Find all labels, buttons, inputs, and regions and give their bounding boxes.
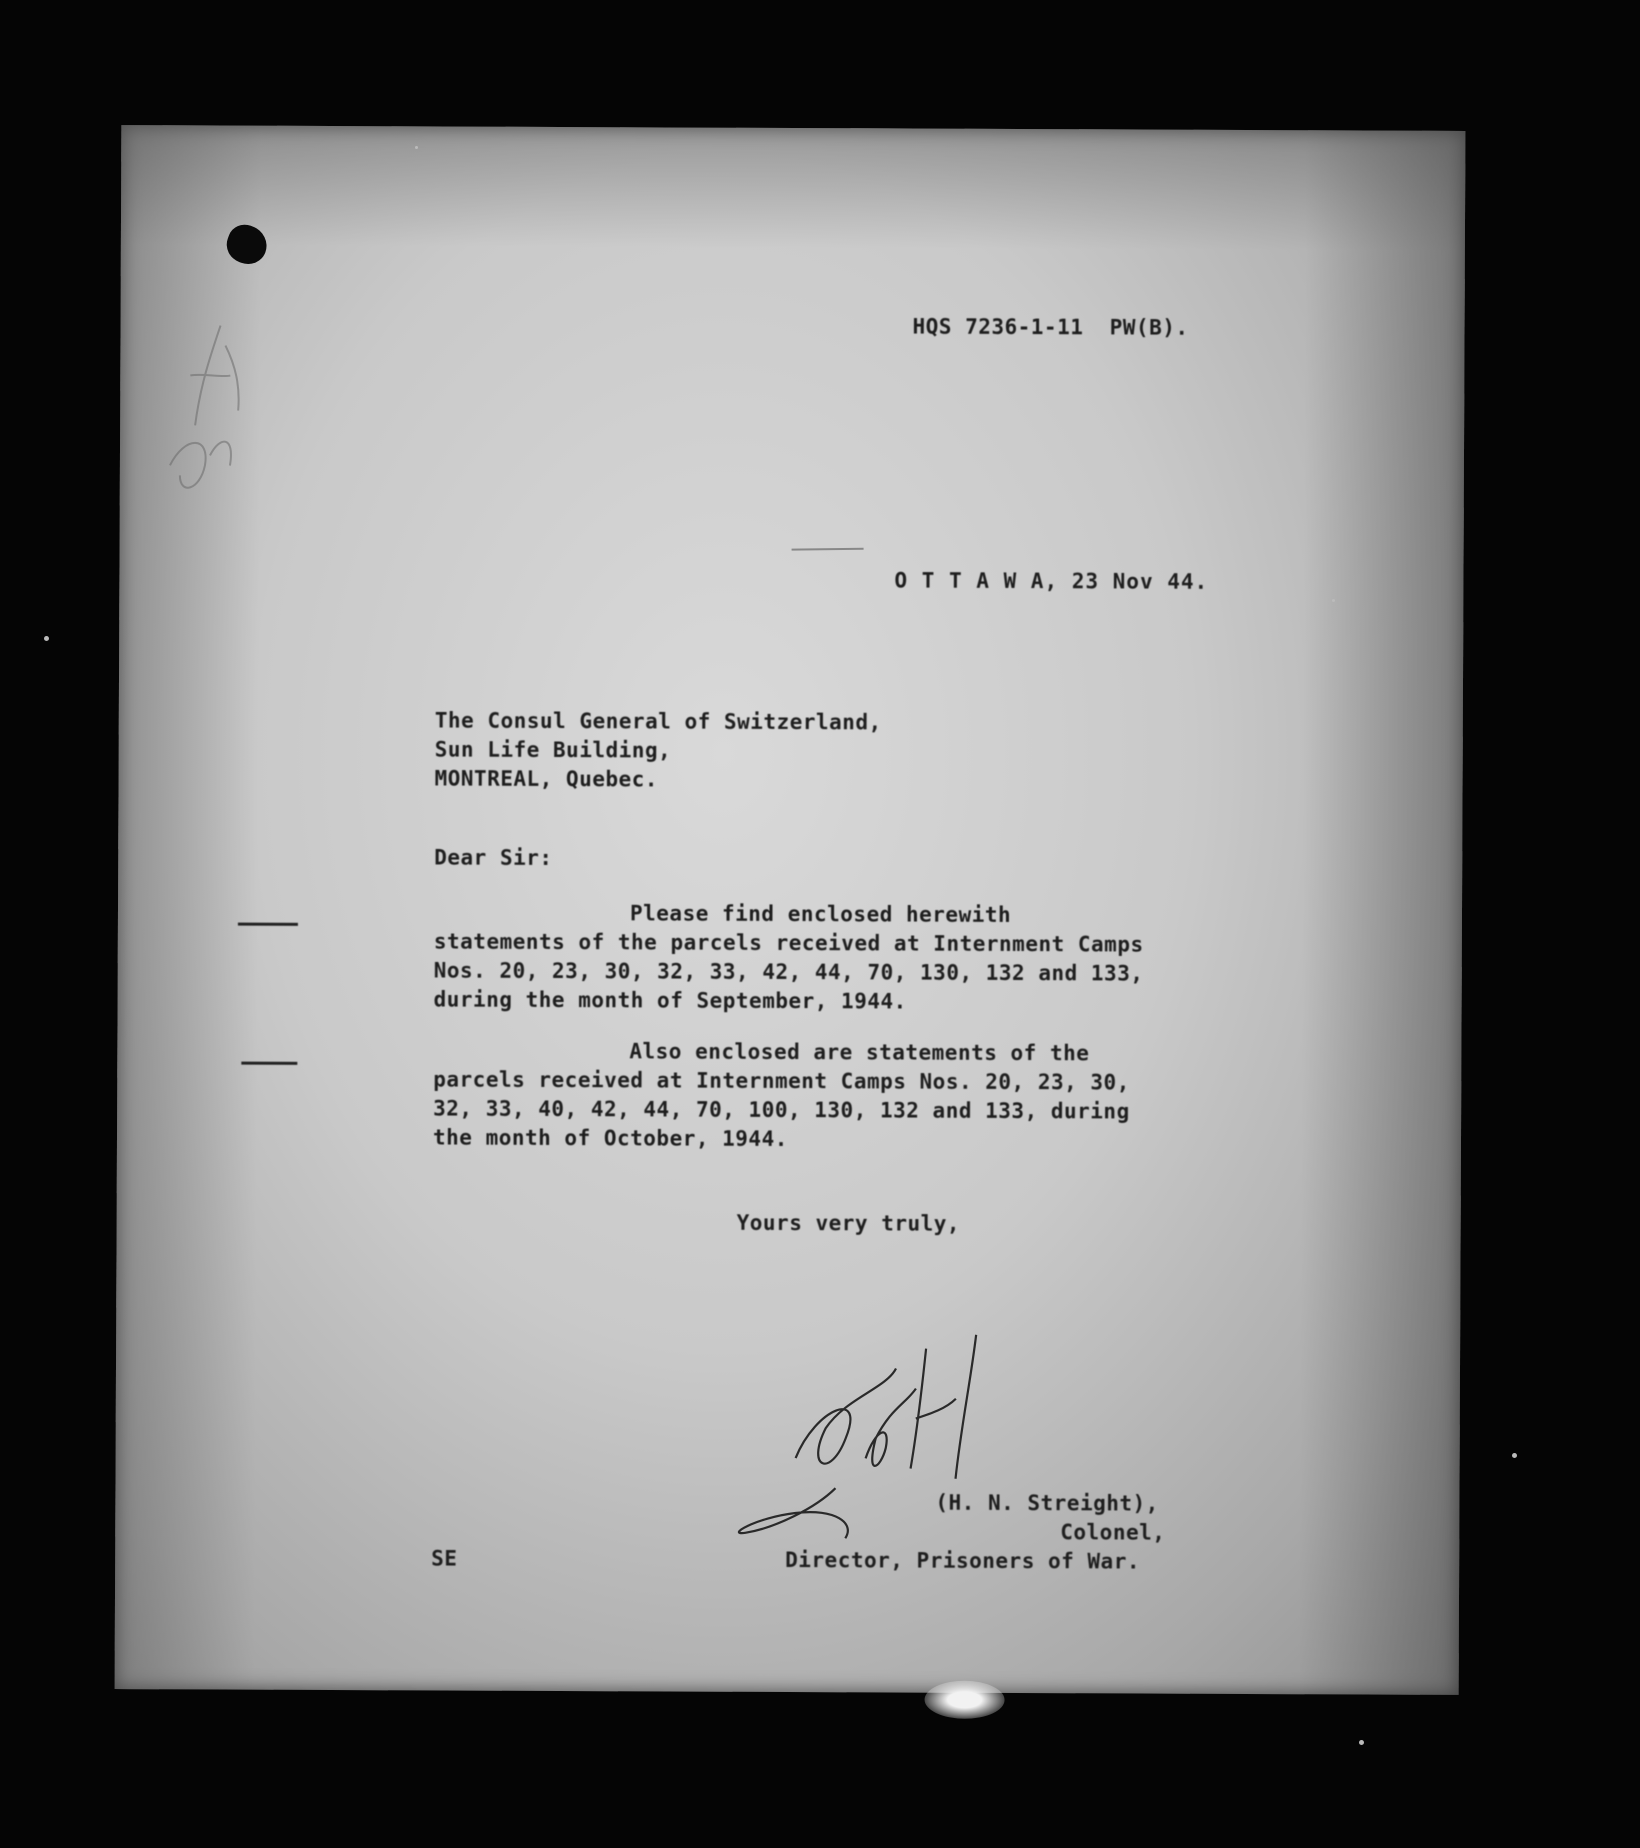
dust-speck <box>415 146 418 149</box>
margin-dash-mark <box>241 1062 297 1065</box>
dust-speck <box>1332 599 1335 602</box>
faint-rule <box>792 548 864 551</box>
signatory-rank: Colonel, <box>1060 1520 1166 1545</box>
dateline: O T T A W A, 23 Nov 44. <box>894 568 1209 594</box>
recipient-line-2: Sun Life Building, <box>434 737 672 763</box>
paper-shadow-right <box>1299 130 1466 1695</box>
file-reference: HQS 7236-1-11 PW(B). <box>912 314 1189 340</box>
recipient-line-3: MONTREAL, Quebec. <box>434 766 659 792</box>
dust-speck <box>1512 1453 1517 1458</box>
closing: Yours very truly, <box>736 1210 961 1236</box>
typist-initials: SE <box>431 1546 458 1571</box>
recipient-line-1: The Consul General of Switzerland, <box>434 708 882 735</box>
body-paragraph-1: Please find enclosed herewith statements of the parcels received at Internment Camps Nos. 20, 23, 30, 32, 33, 42, 44, 70, 130, 132 and 133, during the month of September, 1944. <box>433 901 1144 1014</box>
letter-page <box>115 125 1466 1695</box>
paper-damage-spot <box>924 1681 1004 1719</box>
paper-shadow-top <box>121 125 1466 251</box>
margin-dash-mark <box>238 923 298 926</box>
dust-speck <box>1359 1740 1364 1745</box>
body-paragraph-2: Also enclosed are statements of the parcels received at Internment Camps Nos. 20, 23, 30, 32, 33, 40, 42, 44, 70, 100, 130, 132 and 133, during the month of October, 1944. <box>432 1039 1130 1151</box>
signatory-name: (H. N. Streight), <box>935 1490 1159 1516</box>
handwritten-margin-note <box>150 315 261 535</box>
signatory-title: Director, Prisoners of War. <box>785 1547 1141 1574</box>
salutation: Dear Sir: <box>434 845 553 870</box>
dust-speck <box>44 636 49 641</box>
